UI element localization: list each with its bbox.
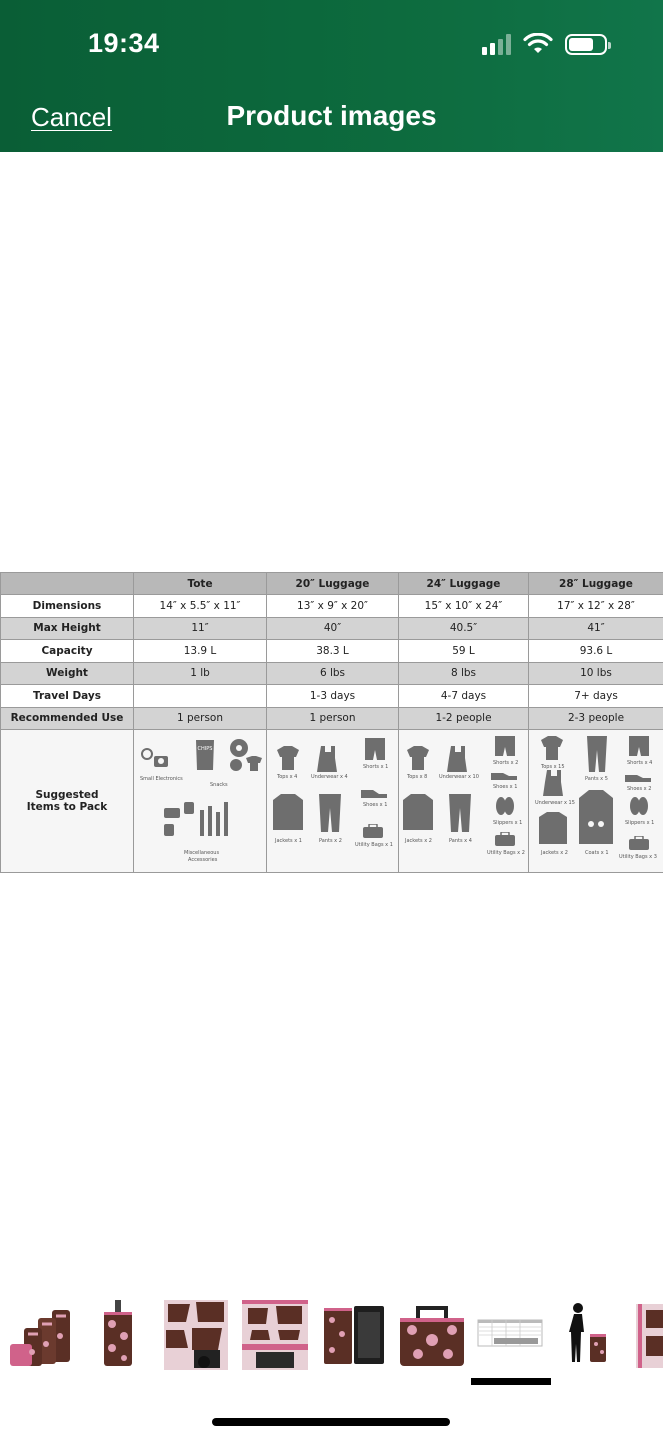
spec-header-tote: Tote bbox=[134, 573, 267, 595]
caption: Pants x 2 bbox=[319, 838, 342, 844]
cell: 2-3 people bbox=[529, 707, 663, 730]
spec-row-travel-days bbox=[1, 685, 663, 708]
caption: Slippers x 1 bbox=[625, 820, 655, 826]
cell: 38.3 L bbox=[267, 640, 399, 663]
cell: 93.6 L bbox=[529, 640, 663, 663]
utility-bag-icon bbox=[495, 832, 515, 846]
cell: 13″ x 9″ x 20″ bbox=[267, 595, 399, 618]
row-label: Dimensions bbox=[1, 595, 134, 618]
top-icon bbox=[405, 746, 431, 770]
shorts-icon bbox=[365, 738, 385, 760]
cell: 13.9 L bbox=[134, 640, 267, 663]
pink-trim-closeup-thumbnail[interactable] bbox=[242, 1300, 308, 1370]
caption: Utility Bags x 1 bbox=[355, 842, 393, 848]
open-suitcase-thumbnail[interactable] bbox=[320, 1300, 388, 1370]
cell: 1-2 people bbox=[399, 707, 529, 730]
cell: 10 lbs bbox=[529, 662, 663, 685]
caption: Small Electronics bbox=[140, 776, 183, 782]
home-indicator bbox=[212, 1418, 450, 1426]
cell: 15″ x 10″ x 24″ bbox=[399, 595, 529, 618]
status-time: 19:34 bbox=[88, 28, 160, 58]
cell: 41″ bbox=[529, 617, 663, 640]
cancel-button[interactable]: Cancel bbox=[31, 102, 112, 132]
caption: Miscellaneous bbox=[184, 850, 220, 856]
top-icon bbox=[539, 736, 565, 760]
cell: 14″ x 5.5″ x 11″ bbox=[134, 595, 267, 618]
row-label: Weight bbox=[1, 662, 134, 685]
nav-header bbox=[0, 0, 663, 152]
spec-table bbox=[0, 572, 663, 873]
size-comparison-chart-image bbox=[0, 572, 663, 874]
top-icon bbox=[275, 746, 301, 770]
underwear-icon bbox=[543, 770, 565, 796]
cell bbox=[134, 685, 267, 708]
shoe-icon bbox=[361, 786, 387, 798]
caption: Coats x 1 bbox=[585, 850, 609, 856]
cell: 17″ x 12″ x 28″ bbox=[529, 595, 663, 618]
l20-items-cell bbox=[267, 730, 399, 873]
caption: Tops x 8 bbox=[407, 774, 428, 780]
caption: Underwear x 4 bbox=[311, 774, 348, 780]
slippers-icon bbox=[629, 796, 649, 816]
row-label: Travel Days bbox=[1, 685, 134, 708]
upright-suitcase-thumbnail[interactable] bbox=[98, 1300, 138, 1370]
caption: Pants x 5 bbox=[585, 776, 608, 782]
caption: Shorts x 1 bbox=[363, 764, 389, 770]
caption: Jackets x 2 bbox=[541, 850, 568, 856]
utility-bag-icon bbox=[363, 824, 383, 838]
l28-items-cell bbox=[529, 730, 663, 873]
pants-icon bbox=[319, 794, 341, 832]
caption: Shoes x 1 bbox=[493, 784, 518, 790]
spec-row-max-height bbox=[1, 617, 663, 640]
product-image-viewer[interactable] bbox=[0, 152, 663, 1292]
row-label: Capacity bbox=[1, 640, 134, 663]
spec-header-24: 24″ Luggage bbox=[399, 573, 529, 595]
shorts-icon bbox=[629, 736, 649, 756]
cell: 1 person bbox=[267, 707, 399, 730]
cell: 1 lb bbox=[134, 662, 267, 685]
underwear-icon bbox=[447, 746, 469, 772]
giraffe-pattern-closeup-thumbnail[interactable] bbox=[164, 1300, 228, 1370]
model-with-luggage-thumbnail[interactable] bbox=[562, 1300, 612, 1370]
cd-icon bbox=[229, 738, 249, 758]
selected-thumbnail-indicator bbox=[471, 1378, 551, 1385]
wifi-icon bbox=[523, 33, 553, 55]
caption: Tops x 4 bbox=[277, 774, 298, 780]
caption: Utility Bags x 3 bbox=[619, 854, 657, 860]
row-label-items bbox=[1, 730, 134, 873]
jacket-icon bbox=[539, 812, 567, 844]
cell: 1-3 days bbox=[267, 685, 399, 708]
caption: Jackets x 2 bbox=[405, 838, 432, 844]
page-title: Product images bbox=[226, 100, 437, 131]
caption: Accessories bbox=[188, 857, 218, 863]
luggage-set-thumbnail[interactable] bbox=[6, 1300, 72, 1370]
cell: 59 L bbox=[399, 640, 529, 663]
chips-bag-icon bbox=[194, 740, 216, 770]
jacket-icon bbox=[273, 794, 303, 830]
headphones-camera-icon bbox=[140, 746, 174, 770]
caption: Underwear x 10 bbox=[439, 774, 479, 780]
spec-row-capacity bbox=[1, 640, 663, 663]
items-label-line2: Items to Pack bbox=[26, 801, 108, 813]
row-label: Max Height bbox=[1, 617, 134, 640]
caption: Shorts x 2 bbox=[493, 760, 519, 766]
spec-row-dimensions bbox=[1, 595, 663, 618]
spec-row-weight bbox=[1, 662, 663, 685]
cellular-signal-icon bbox=[482, 33, 511, 55]
spec-header-28: 28″ Luggage bbox=[529, 573, 663, 595]
tote-items-cell bbox=[134, 730, 267, 873]
caption: Jackets x 1 bbox=[275, 838, 302, 844]
cell: 4-7 days bbox=[399, 685, 529, 708]
tote-bag-thumbnail[interactable] bbox=[398, 1300, 466, 1370]
pants-icon bbox=[587, 736, 607, 772]
cell: 40″ bbox=[267, 617, 399, 640]
l24-items-cell bbox=[399, 730, 529, 873]
caption: Pants x 4 bbox=[449, 838, 472, 844]
caption: Shorts x 4 bbox=[627, 760, 653, 766]
thumbnail-strip[interactable] bbox=[0, 1300, 663, 1380]
caption: Underwear x 15 bbox=[535, 800, 575, 806]
caption: Slippers x 1 bbox=[493, 820, 523, 826]
cell: 7+ days bbox=[529, 685, 663, 708]
shorts-icon bbox=[495, 736, 515, 756]
cell: 11″ bbox=[134, 617, 267, 640]
slippers-icon bbox=[495, 796, 515, 816]
spec-header-20: 20″ Luggage bbox=[267, 573, 399, 595]
partial-thumbnail[interactable] bbox=[636, 1300, 663, 1370]
caption: Shoes x 2 bbox=[627, 786, 652, 792]
makeup-brushes-icon bbox=[162, 800, 232, 840]
caption: Shoes x 1 bbox=[363, 802, 388, 808]
shoe-icon bbox=[491, 770, 517, 780]
cell: 40.5″ bbox=[399, 617, 529, 640]
spec-row-items bbox=[1, 730, 663, 873]
status-icons bbox=[482, 30, 607, 58]
cell: 6 lbs bbox=[267, 662, 399, 685]
utility-bag-icon bbox=[629, 836, 649, 850]
caption: Tops x 15 bbox=[541, 764, 565, 770]
shoe-icon bbox=[625, 772, 651, 782]
chips-text: CHIPS bbox=[197, 746, 213, 752]
coat-icon bbox=[579, 790, 613, 844]
pants-icon bbox=[449, 794, 471, 832]
apple-tshirt-icon bbox=[228, 756, 264, 772]
row-label: Recommended Use bbox=[1, 707, 134, 730]
caption: Utility Bags x 2 bbox=[487, 850, 525, 856]
spec-row-recommended-use bbox=[1, 707, 663, 730]
underwear-icon bbox=[317, 746, 339, 772]
spec-header-blank bbox=[1, 573, 134, 595]
spec-table-thumbnail[interactable] bbox=[476, 1300, 544, 1370]
caption: Snacks bbox=[210, 782, 228, 788]
cell: 8 lbs bbox=[399, 662, 529, 685]
items-label-line1: Suggested bbox=[35, 789, 99, 801]
cell: 1 person bbox=[134, 707, 267, 730]
jacket-icon bbox=[403, 794, 433, 830]
battery-icon bbox=[565, 34, 607, 55]
